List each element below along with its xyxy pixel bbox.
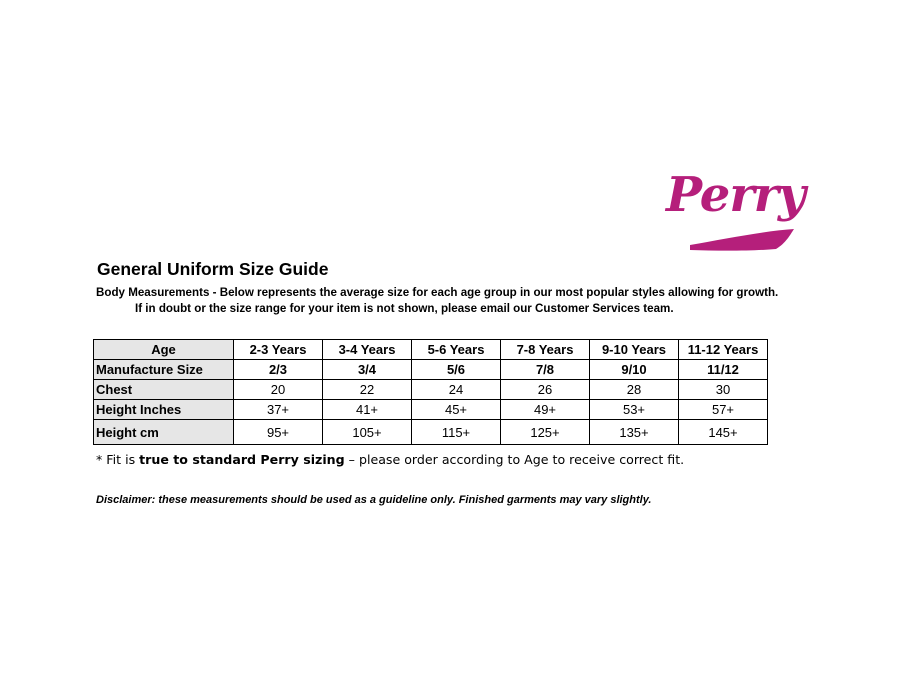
size-guide-table [93,339,768,445]
table-row [94,360,768,380]
table-cell: 22 [323,380,412,400]
table-row [94,380,768,400]
fit-note-suffix: – please order according to Age to receive correct fit. [344,452,685,467]
table-cell: 49+ [501,400,590,420]
fit-note-prefix: * Fit is [96,452,140,467]
header-cell: 7-8 Years [501,340,590,360]
table-header-row [94,340,768,360]
row-label: Manufacture Size [94,360,234,380]
table-cell: 30 [679,380,768,400]
intro-text-line1: Body Measurements - Below represents the average size for each age group in our most popular styles allowing for growth. [96,286,779,299]
table-cell: 145+ [679,420,768,445]
row-label: Height cm [94,420,234,445]
table-cell: 24 [412,380,501,400]
table-row [94,400,768,420]
table-cell: 105+ [323,420,412,445]
table-cell: 3/4 [323,360,412,380]
header-cell: 5-6 Years [412,340,501,360]
table-cell: 9/10 [590,360,679,380]
table-cell: 115+ [412,420,501,445]
table-cell: 95+ [234,420,323,445]
perry-logo-wordmark: Perry [666,167,805,223]
fit-note-emphasis: true to standard Perry sizing [139,452,345,467]
table-cell: 45+ [412,400,501,420]
table-cell: 53+ [590,400,679,420]
table-row [94,420,768,445]
fit-note [96,452,684,467]
logo-swoosh-icon [664,205,800,255]
table-cell: 20 [234,380,323,400]
disclaimer-text: Disclaimer: these measurements should be used as a guideline only. Finished garments may vary slightly. [96,494,652,506]
table-cell: 28 [590,380,679,400]
table-cell: 37+ [234,400,323,420]
table-cell: 11/12 [679,360,768,380]
table-cell: 2/3 [234,360,323,380]
intro-text-line2: If in doubt or the size range for your item is not shown, please email our Customer Services team. [135,302,674,315]
table-cell: 5/6 [412,360,501,380]
table-cell: 41+ [323,400,412,420]
header-cell: 11-12 Years [679,340,768,360]
header-cell: 9-10 Years [590,340,679,360]
table-cell: 57+ [679,400,768,420]
table-cell: 26 [501,380,590,400]
perry-logo [664,165,805,255]
page-title: General Uniform Size Guide [97,259,329,279]
row-label: Chest [94,380,234,400]
header-cell: 2-3 Years [234,340,323,360]
table-cell: 7/8 [501,360,590,380]
header-cell-age: Age [94,340,234,360]
table-cell: 125+ [501,420,590,445]
header-cell: 3-4 Years [323,340,412,360]
table-cell: 135+ [590,420,679,445]
row-label: Height Inches [94,400,234,420]
